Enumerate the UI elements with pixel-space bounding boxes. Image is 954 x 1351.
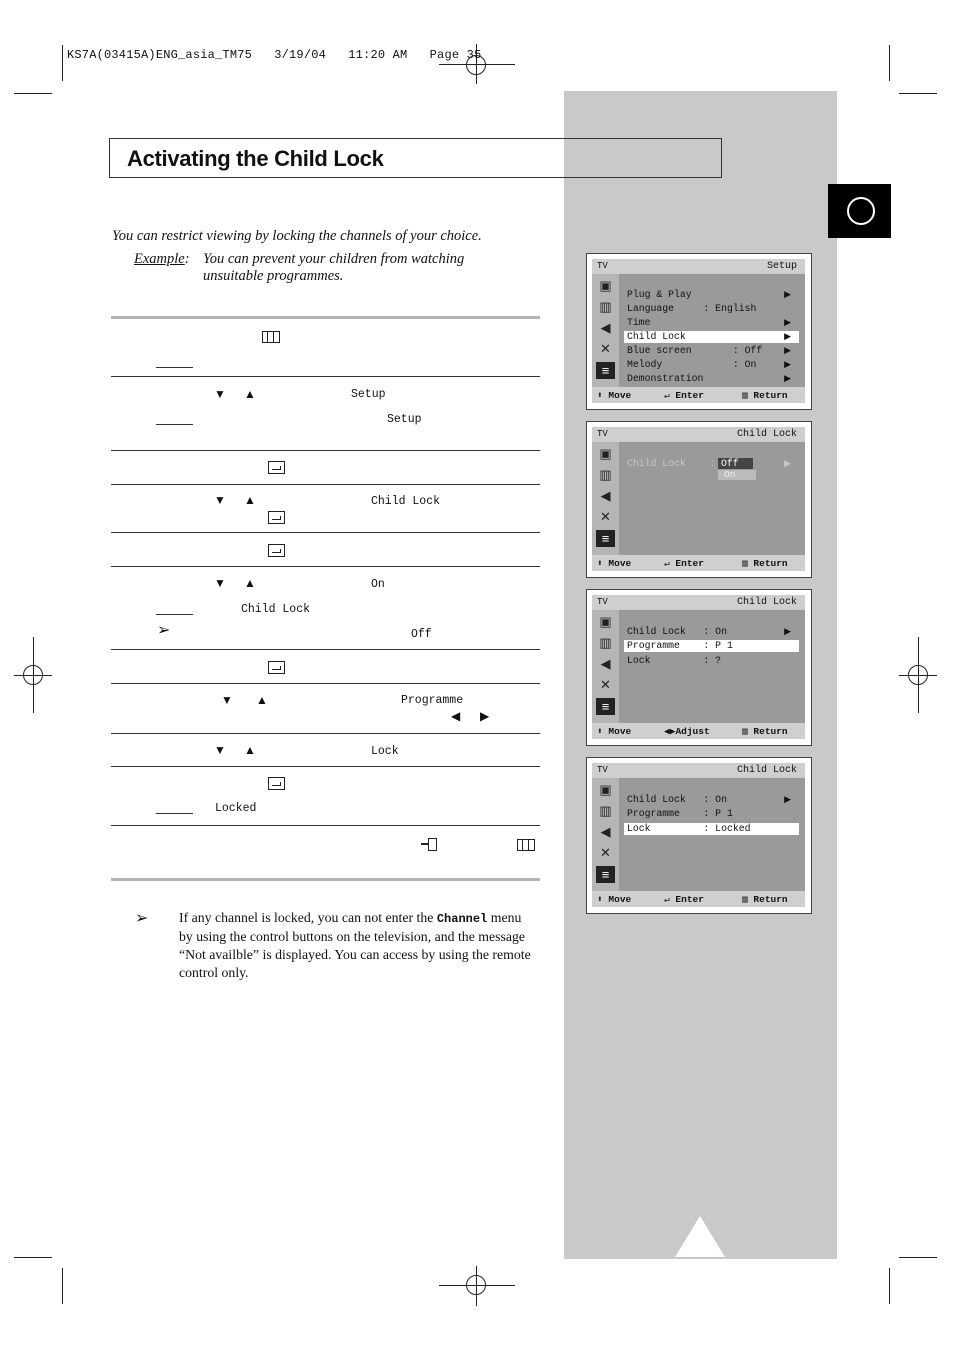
note-text: If any channel is locked, you can not enter the Channel menu by using the control buttons on the television, and the message “Not availble” is displayed. You can access by using the remote control only. — [179, 910, 531, 980]
up-arrow-icon: ▲ — [244, 493, 256, 507]
result-underline — [156, 614, 193, 615]
step-divider — [111, 733, 540, 734]
step-divider — [111, 484, 540, 485]
setup-icon: ≡ — [596, 530, 615, 547]
picture-icon: ▣ — [599, 782, 612, 797]
setup-icon: ≡ — [596, 362, 615, 379]
up-arrow-icon: ▲ — [256, 693, 268, 707]
step-divider — [111, 376, 540, 377]
menu-item: Blue screen : Off — [627, 345, 763, 356]
antenna-icon: ✕ — [600, 509, 611, 524]
result-underline — [156, 813, 193, 814]
menu-item: Melody : On — [627, 359, 757, 370]
antenna-icon: ✕ — [600, 845, 611, 860]
channel-icon: ▥ — [599, 803, 612, 818]
up-arrow-icon: ▲ — [244, 576, 256, 590]
setup-icon: ≡ — [596, 866, 615, 883]
step-divider — [111, 825, 540, 826]
menu-item: Time — [627, 317, 651, 328]
menu-item-selected: Programme : P 1 — [624, 640, 799, 652]
steps-top-rule — [111, 316, 540, 319]
menu-item: Plug & Play — [627, 289, 692, 300]
example-text: You can prevent your children from watching unsuitable programmes. — [203, 251, 465, 284]
down-arrow-icon: ▼ — [214, 576, 226, 590]
note-arrow-icon: ➢ — [157, 622, 171, 639]
step6-note-value: Off — [411, 628, 432, 641]
down-arrow-icon: ▼ — [214, 743, 226, 757]
steps-bottom-rule — [111, 878, 540, 881]
right-arrow-icon: ▶ — [480, 709, 490, 723]
enter-icon — [268, 461, 285, 474]
picture-icon: ▣ — [599, 278, 612, 293]
menu-item: Child Lock : — [627, 458, 716, 469]
enter-icon — [268, 661, 285, 674]
tv-screen-programme: TV Child Lock ▣ ▥ ◀ ✕ ≡ Child Lock : On ▶ Programme : P 1 Lock : ? ⬍ Move ◀▶Adjust ▥ Return — [586, 589, 812, 746]
enter-icon — [268, 511, 285, 524]
step-divider — [111, 532, 540, 533]
step-divider — [111, 766, 540, 767]
menu-item-selected: Child Lock — [624, 331, 799, 343]
step-divider — [111, 649, 540, 650]
up-arrow-icon: ▲ — [244, 743, 256, 757]
step4-item: Child Lock — [371, 495, 441, 508]
antenna-icon: ✕ — [600, 341, 611, 356]
channel-icon: ▥ — [599, 467, 612, 482]
step-divider — [111, 683, 540, 684]
intro-text: You can restrict viewing by locking the channels of your choice. — [112, 228, 482, 244]
option-off-selected: Off — [718, 458, 753, 469]
sound-icon: ◀ — [600, 656, 611, 671]
menu-item: Child Lock : On — [627, 794, 727, 805]
menu-item: Demonstration — [627, 373, 704, 384]
title-box — [109, 138, 722, 178]
exit-icon — [421, 838, 437, 850]
language-tab — [828, 184, 891, 238]
result-underline — [156, 367, 193, 368]
picture-icon: ▣ — [599, 614, 612, 629]
print-header: KS7A(03415A)ENG_asia_TM75 3/19/04 11:20 AM Page 35 — [67, 48, 482, 62]
channel-icon: ▥ — [599, 299, 612, 314]
example-label: Example: — [134, 251, 190, 267]
enter-icon — [268, 544, 285, 557]
step6-item: Child Lock — [241, 603, 311, 616]
enter-icon — [268, 777, 285, 790]
tab-circle-icon — [847, 197, 875, 225]
result-underline — [156, 424, 193, 425]
setup-icon: ≡ — [596, 698, 615, 715]
sound-icon: ◀ — [600, 488, 611, 503]
step10-value: Locked — [215, 802, 257, 815]
page-title: Activating the Child Lock — [127, 146, 384, 171]
step2-menu-result: Setup — [387, 413, 422, 426]
channel-icon: ▥ — [599, 635, 612, 650]
menu-item: Language : English — [627, 303, 757, 314]
menu-icon — [517, 839, 535, 851]
menu-item: Programme : P 1 — [627, 808, 733, 819]
down-arrow-icon: ▼ — [214, 387, 226, 401]
step-divider — [111, 450, 540, 451]
note-arrow-icon: ➢ — [135, 910, 149, 927]
option-on: On — [718, 470, 756, 480]
up-arrow-icon: ▲ — [244, 387, 256, 401]
step8-item: Programme — [401, 694, 464, 707]
menu-icon — [262, 331, 280, 343]
menu-item: Child Lock : On — [627, 626, 727, 637]
down-arrow-icon: ▼ — [221, 693, 233, 707]
step9-item: Lock — [371, 745, 399, 758]
sound-icon: ◀ — [600, 320, 611, 335]
tv-screen-setup: TV Setup ▣ ▥ ◀ ✕ ≡ Plug & Play ▶ Language : English Time ▶ Child Lock ▶ Blue screen : Off ▶ Melody : On ▶ Demonstration ▶ ⬍ Move ↵ Enter ▥ Return — [586, 253, 812, 410]
tv-screen-child-lock-select: TV Child Lock ▣ ▥ ◀ ✕ ≡ Child Lock : ▶ Off On ⬍ Move ↵ Enter ▥ Return — [586, 421, 812, 578]
triangle-marker-icon — [675, 1216, 725, 1257]
sound-icon: ◀ — [600, 824, 611, 839]
antenna-icon: ✕ — [600, 677, 611, 692]
menu-item: Lock : ? — [627, 655, 722, 666]
left-arrow-icon: ◀ — [451, 709, 461, 723]
step-divider — [111, 566, 540, 567]
step6-value: On — [371, 578, 385, 591]
down-arrow-icon: ▼ — [214, 493, 226, 507]
picture-icon: ▣ — [599, 446, 612, 461]
step2-menu: Setup — [351, 388, 386, 401]
tv-screen-locked: TV Child Lock ▣ ▥ ◀ ✕ ≡ Child Lock : On ▶ Programme : P 1 Lock : Locked ⬍ Move ↵ Enter ▥ Return — [586, 757, 812, 914]
menu-item-selected: Lock : Locked — [624, 823, 799, 835]
